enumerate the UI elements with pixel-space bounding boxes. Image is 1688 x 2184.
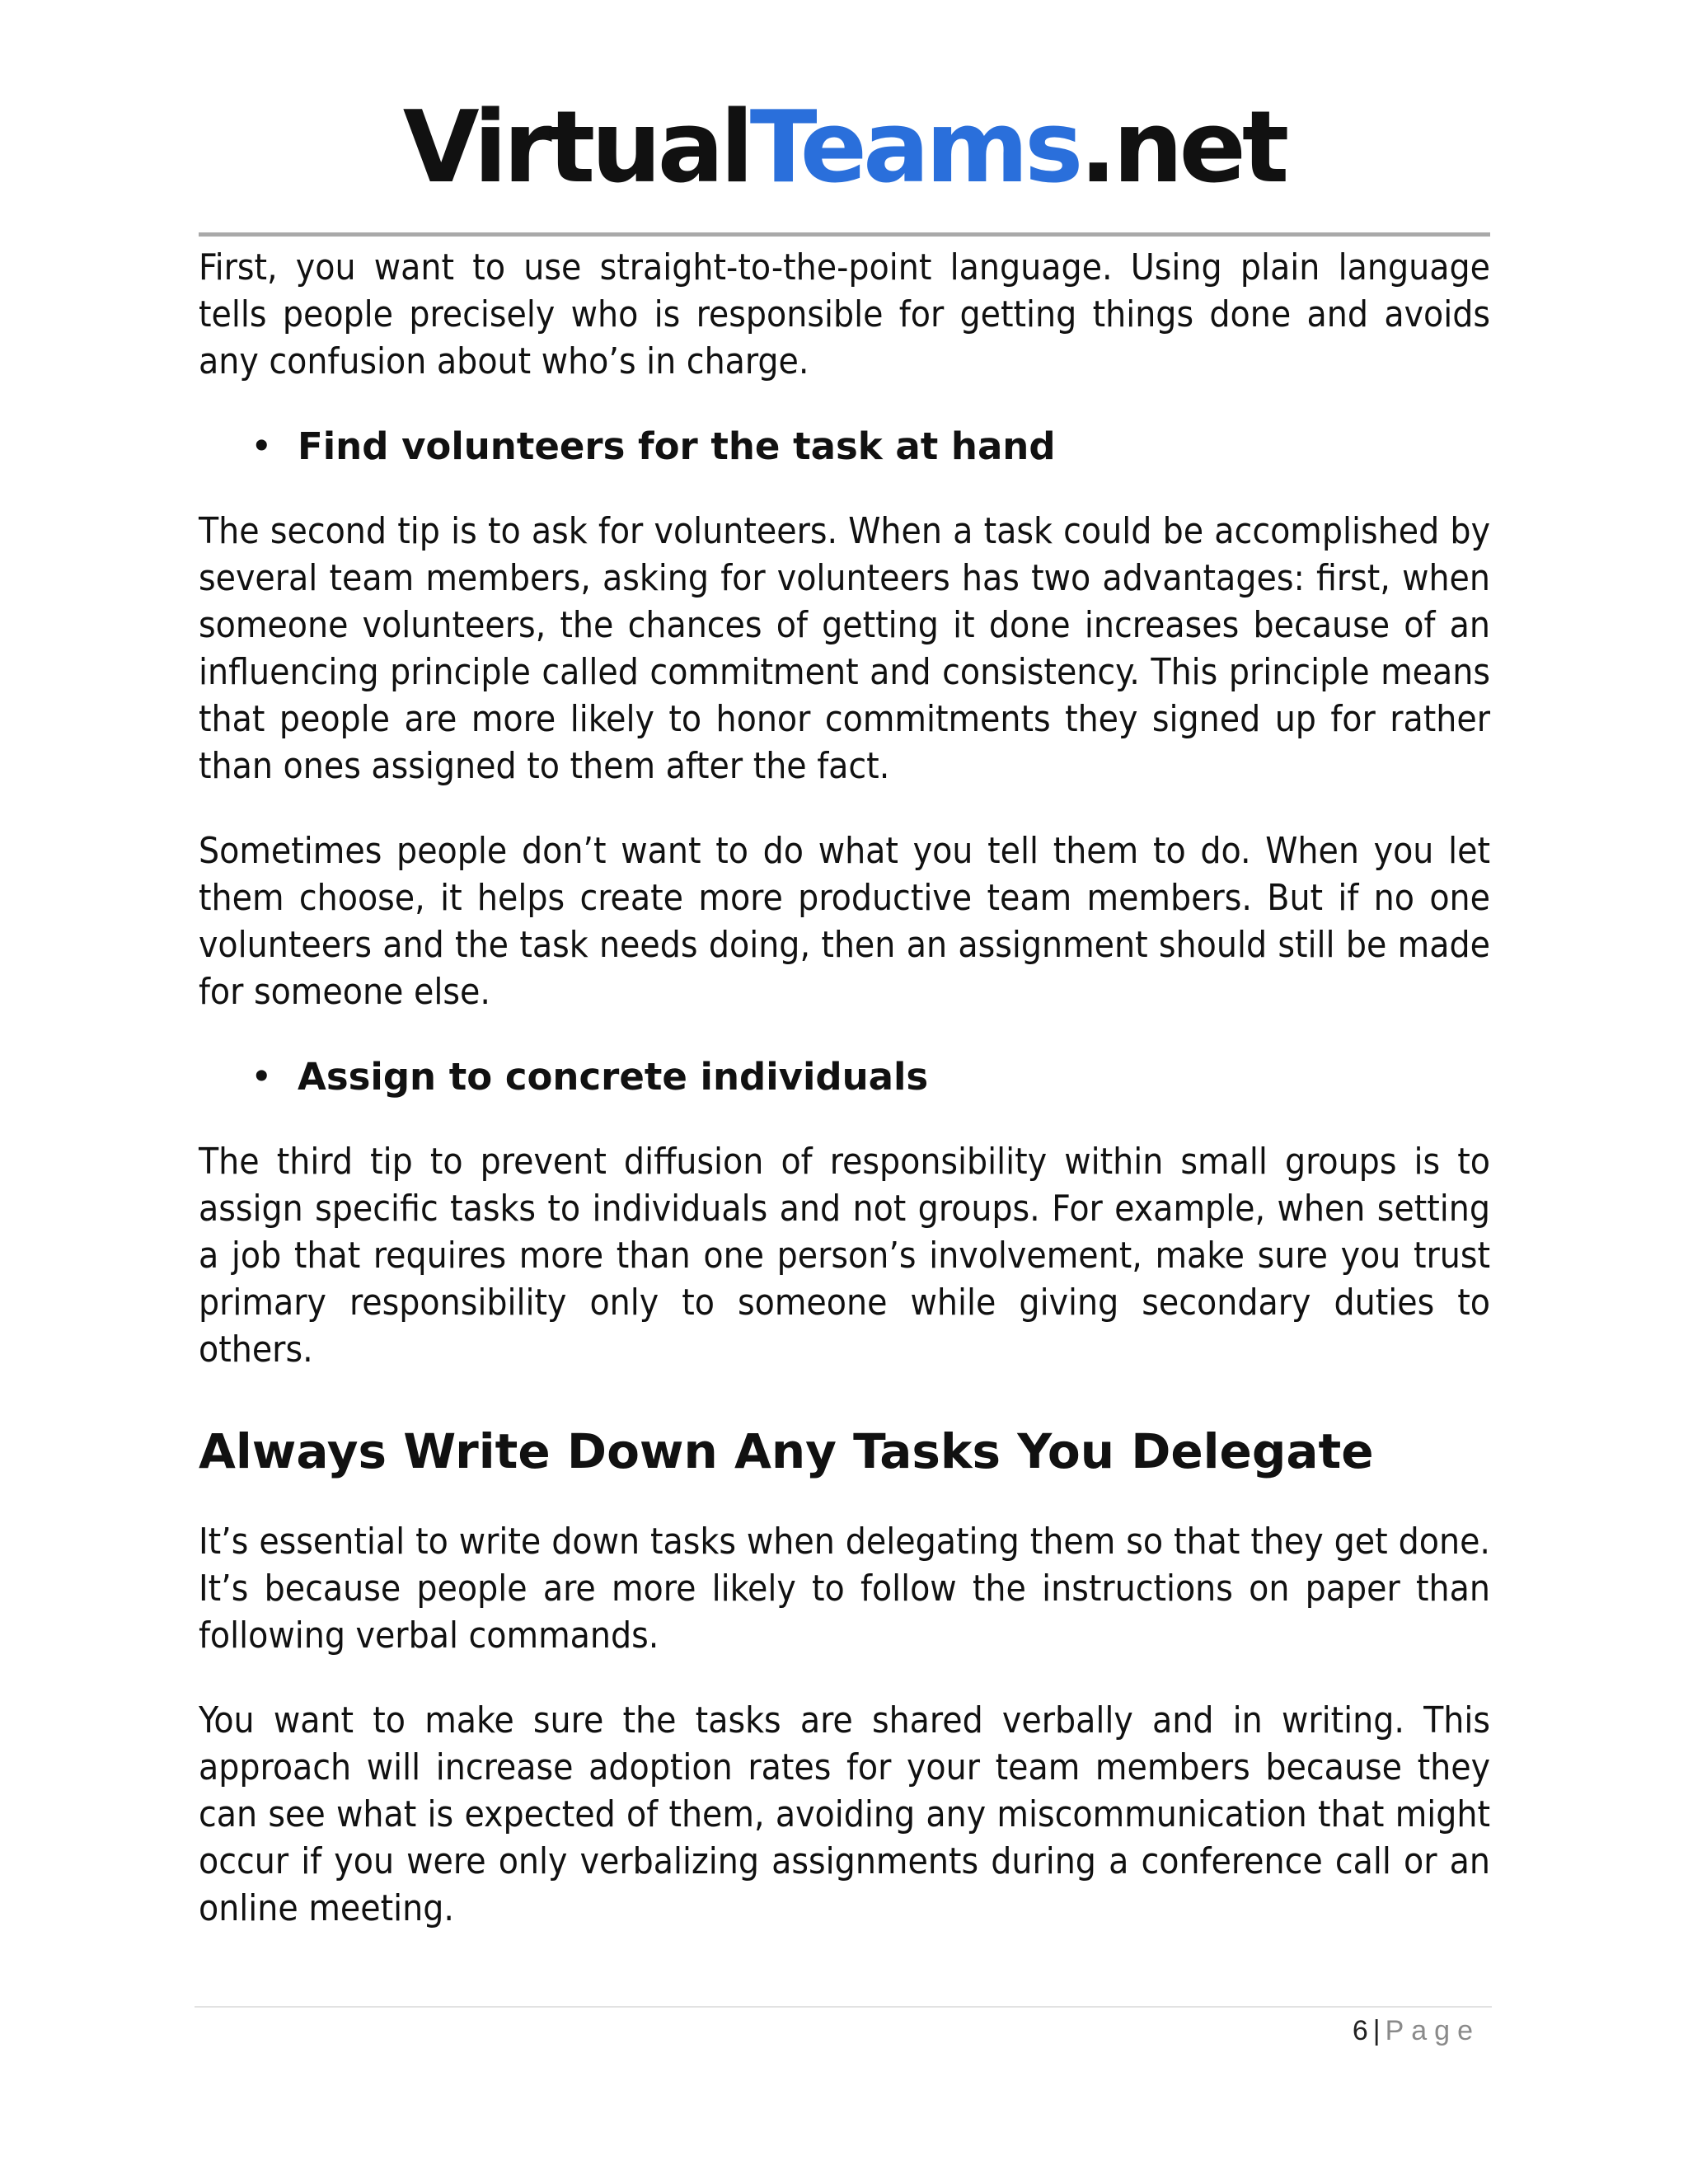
- document-body: [199, 244, 1490, 1970]
- page-footer: [1353, 2013, 1480, 2049]
- paragraph-verbal-and-writing: You want to make sure the tasks are shared verbally and in writing. This approach will increase adoption rates for your team members because they can see what is expected of them, avoiding any miscommunication that might occur if you were only verbalizing assignments during a conference call or an online meeting.: [199, 1699, 1490, 1929]
- section-heading: Always Write Down Any Tasks You Delegate: [199, 1423, 1374, 1479]
- paragraph-volunteers: The second tip is to ask for volunteers. When a task could be accomplished by several team members, asking for volunteers has two advantages: first, when someone volunteers, the chances of getting it done increases because of an influencing principle called commitment and consistency. This principle means that people are more likely to honor commitments they signed up for rather than ones assigned to them after the fact.: [199, 510, 1490, 787]
- bullet-dot-icon: •: [251, 1055, 273, 1099]
- header-divider: [199, 232, 1490, 237]
- bullet-find-volunteers: [199, 423, 1490, 470]
- logo-part-virtual: Virtual: [402, 91, 750, 205]
- bullet-dot-icon: •: [251, 424, 273, 468]
- page-number: 6: [1352, 2015, 1368, 2046]
- paragraph-specific-tasks: The third tip to prevent diffusion of responsibility within small groups is to assign specific tasks to individuals and not groups. For example, when setting a job that requires more than one person’s involvement, make sure you trust primary responsibility only to someone while giving secondary duties to others.: [199, 1141, 1490, 1371]
- bullet-assign-individuals: [199, 1053, 1490, 1100]
- bullet-label: Assign to concrete individuals: [298, 1055, 929, 1099]
- logo-part-net: .net: [1079, 91, 1286, 205]
- paragraph-choose: Sometimes people don’t want to do what you tell them to do. When you let them choose, it helps create more productive team members. But if no one volunteers and the task needs doing, then an assignment should still be made for someone else.: [199, 830, 1490, 1013]
- paragraph-plain-language: First, you want to use straight-to-the-point language. Using plain language tells people precisely who is responsible for getting things done and avoids any confusion about who’s in charge.: [199, 246, 1490, 382]
- logo-part-teams: Teams: [749, 91, 1080, 205]
- page-label: Page: [1385, 2015, 1480, 2046]
- paragraph-write-down: It’s essential to write down tasks when delegating them so that they get done. It’s because people are more likely to follow the instructions on paper than following verbal commands.: [199, 1521, 1490, 1657]
- logo: [0, 91, 1688, 205]
- footer-separator: |: [1372, 2015, 1381, 2046]
- footer-divider: [195, 2006, 1492, 2008]
- bullet-label: Find volunteers for the task at hand: [298, 424, 1056, 468]
